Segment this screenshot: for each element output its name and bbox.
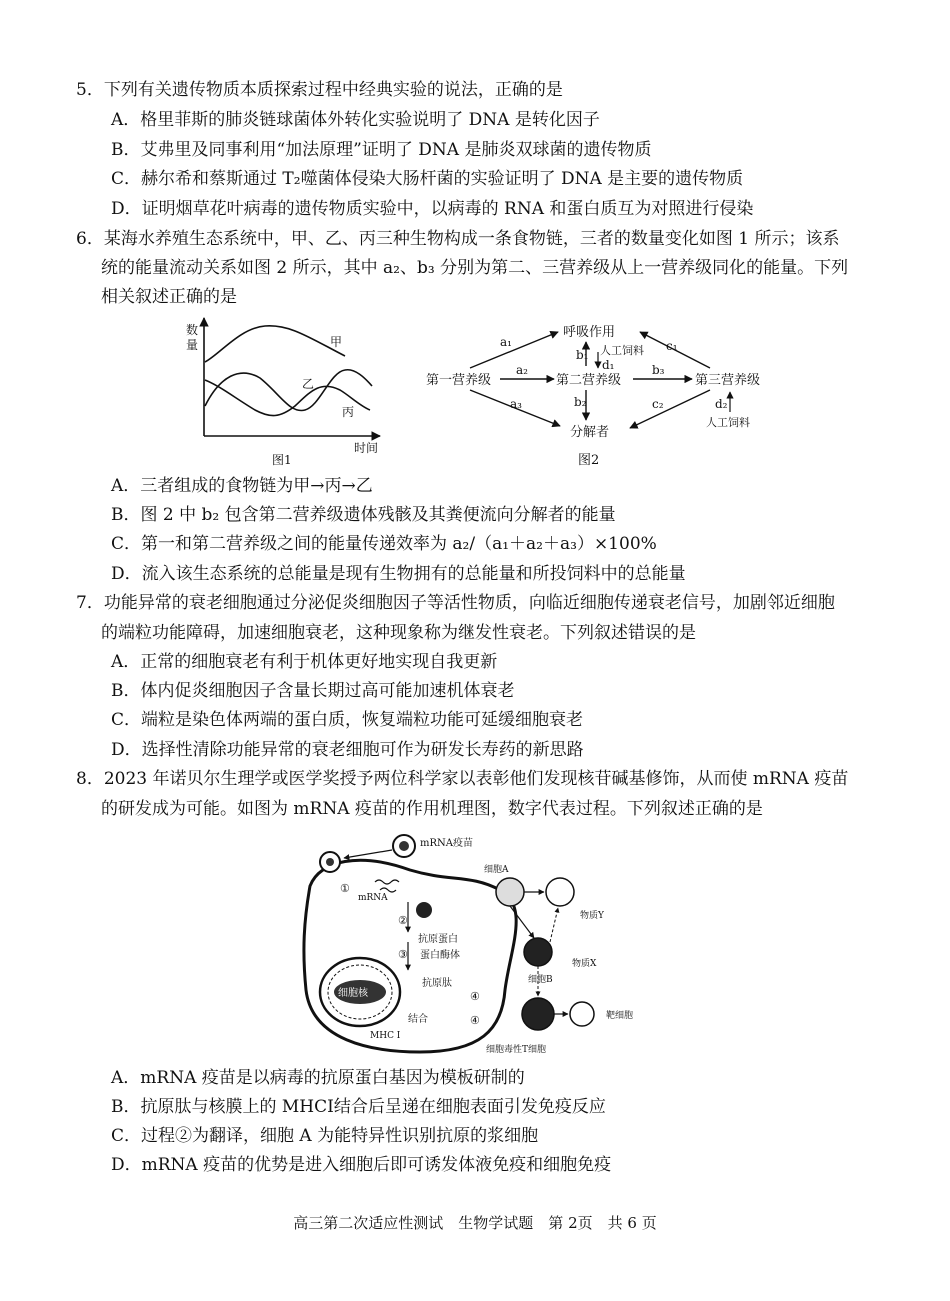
fig2-feed-1: 人工饲料 <box>600 344 644 357</box>
figure-mrna-vaccine-mechanism <box>300 830 640 1060</box>
fig2-caption: 图2 <box>578 453 600 468</box>
fig2-b2: b₂ <box>574 395 587 409</box>
q8-option-a: A．mRNA 疫苗是以病毒的抗原蛋白基因为模板研制的 <box>111 1068 525 1088</box>
fig1-label-bing: 丙 <box>342 405 355 419</box>
figure-2-energy-flow <box>420 314 790 470</box>
fig2-trophic-level-2: 第二营养级 <box>556 373 622 388</box>
label-cytotoxic-t-cell: 细胞毒性T细胞 <box>486 1045 547 1055</box>
fig2-a3: a₃ <box>510 397 522 411</box>
cell-cytotoxic-t <box>522 998 554 1030</box>
q8-stem-2: 的研发成为可能。如图为 mRNA 疫苗的作用机理图，数字代表过程。下列叙述正确的是 <box>101 799 763 819</box>
fig1-label-jia: 甲 <box>330 335 343 349</box>
mrna-strands <box>375 880 399 892</box>
cell-a <box>496 878 524 906</box>
fig1-ylabel-2: 量 <box>186 338 199 352</box>
q7-option-d: D．选择性清除功能异常的衰老细胞可作为研发长寿药的新思路 <box>111 740 584 760</box>
label-cell-a: 细胞A <box>484 865 509 875</box>
fig2-a1: a₁ <box>500 335 512 349</box>
fig2-respiration: 呼吸作用 <box>563 325 616 340</box>
q5-option-d: D．证明烟草花叶病毒的遗传物质实验中，以病毒的 RNA 和蛋白质互为对照进行侵染 <box>111 199 754 219</box>
figure-1-population-curves <box>180 314 390 470</box>
q6-option-d: D．流入该生态系统的总能量是现有生物拥有的总能量和所投饲料中的总能量 <box>111 564 686 584</box>
label-proteasome: 蛋白酶体 <box>420 950 460 961</box>
fig2-feed-2: 人工饲料 <box>706 416 750 429</box>
fig2-a2: a₂ <box>516 363 528 377</box>
q5-option-a: A．格里菲斯的肺炎链球菌体外转化实验说明了 DNA 是转化因子 <box>111 110 600 130</box>
q8-option-b: B．抗原肽与核膜上的 MHCⅠ结合后呈递在细胞表面引发免疫反应 <box>111 1097 606 1117</box>
q6-stem-2: 统的能量流动关系如图 2 所示，其中 a₂、b₃ 分别为第二、三营养级从上一营养级同化的能量。下列 <box>101 258 849 278</box>
fig2-c2: c₂ <box>652 397 664 411</box>
q5-option-b: B．艾弗里及同事利用“加法原理”证明了 DNA 是肺炎双球菌的遗传物质 <box>111 140 652 160</box>
q8-stem-1: 8．2023 年诺贝尔生理学或医学奖授予两位科学家以表彰他们发现核苷碱基修饰，从而使 mRNA 疫苗 <box>76 769 849 789</box>
label-mrna-vaccine: mRNA疫苗 <box>420 838 473 849</box>
fig2-b3: b₃ <box>652 363 665 377</box>
label-antigen-protein: 抗原蛋白 <box>418 934 458 945</box>
step-1: ① <box>340 882 350 895</box>
fig1-xlabel: 时间 <box>354 441 379 455</box>
label-target-cell: 靶细胞 <box>606 1011 634 1021</box>
step-4a: ④ <box>470 990 480 1003</box>
curve-jia <box>205 326 345 362</box>
label-mrna: mRNA <box>358 893 388 903</box>
q5-option-c: C．赫尔希和蔡斯通过 T₂噬菌体侵染大肠杆菌的实验证明了 DNA 是主要的遗传物质 <box>111 169 744 189</box>
step-3: ③ <box>398 948 408 961</box>
cell-target <box>570 1002 594 1026</box>
vaccine-particle-icon <box>393 835 415 857</box>
q6-option-c: C．第一和第二营养级之间的能量传递效率为 a₂/（a₁＋a₂＋a₃）×100% <box>111 534 657 554</box>
fig1-caption: 图1 <box>272 453 292 467</box>
ribosome-icon <box>416 902 432 918</box>
fig2-trophic-level-3: 第三营养级 <box>695 373 761 388</box>
step-4b: ④ <box>470 1014 480 1027</box>
fig2-trophic-level-1: 第一营养级 <box>426 373 492 388</box>
label-substance-y: 物质Y <box>580 911 604 921</box>
q6-option-a: A．三者组成的食物链为甲→丙→乙 <box>111 476 373 496</box>
q5-stem: 5．下列有关遗传物质本质探索过程中经典实验的说法，正确的是 <box>76 80 563 100</box>
q8-option-d: D．mRNA 疫苗的优势是进入细胞后即可诱发体液免疫和细胞免疫 <box>111 1155 612 1175</box>
fig2-c1: c₁ <box>666 339 678 353</box>
q6-stem-1: 6．某海水养殖生态系统中，甲、乙、丙三种生物构成一条食物链，三者的数量变化如图 1 所示；该系 <box>76 229 840 249</box>
q6-option-b: B．图 2 中 b₂ 包含第二营养级遗体残骸及其粪便流向分解者的能量 <box>111 505 616 525</box>
label-antigen-peptide: 抗原肽 <box>422 978 452 989</box>
q6-stem-3: 相关叙述正确的是 <box>101 287 237 307</box>
fig2-b1: b₁ <box>576 348 589 362</box>
fig2-d1: d₁ <box>602 358 615 372</box>
q7-option-b: B．体内促炎细胞因子含量长期过高可能加速机体衰老 <box>111 681 515 701</box>
virus-particle-icon <box>320 852 340 872</box>
q7-stem-1: 7．功能异常的衰老细胞通过分泌促炎细胞因子等活性物质，向临近细胞传递衰老信号，加剧邻近细胞 <box>76 593 835 613</box>
label-nucleus: 细胞核 <box>338 988 368 999</box>
q8-option-c: C．过程②为翻译，细胞 A 为能特异性识别抗原的浆细胞 <box>111 1126 539 1146</box>
page-footer: 高三第二次适应性测试 生物学试题 第 2页 共 6 页 <box>293 1214 657 1232</box>
fig1-label-yi: 乙 <box>302 377 315 391</box>
q7-option-c: C．端粒是染色体两端的蛋白质，恢复端粒功能可延缓细胞衰老 <box>111 710 584 730</box>
step-2: ② <box>398 914 408 927</box>
label-bind: 结合 <box>408 1014 428 1025</box>
fig2-d2: d₂ <box>715 397 728 411</box>
label-substance-x: 物质X <box>572 959 597 969</box>
fig1-ylabel-1: 数 <box>186 323 199 337</box>
fig2-decomposer: 分解者 <box>570 425 610 440</box>
cell-b <box>524 938 552 966</box>
label-mhc-i: MHC Ⅰ <box>370 1031 401 1041</box>
q7-option-a: A．正常的细胞衰老有利于机体更好地实现自我更新 <box>111 652 498 672</box>
label-cell-b: 细胞B <box>528 975 553 985</box>
cell-plasma <box>546 878 574 906</box>
q7-stem-2: 的端粒功能障碍，加速细胞衰老，这种现象称为继发性衰老。下列叙述错误的是 <box>101 623 696 643</box>
